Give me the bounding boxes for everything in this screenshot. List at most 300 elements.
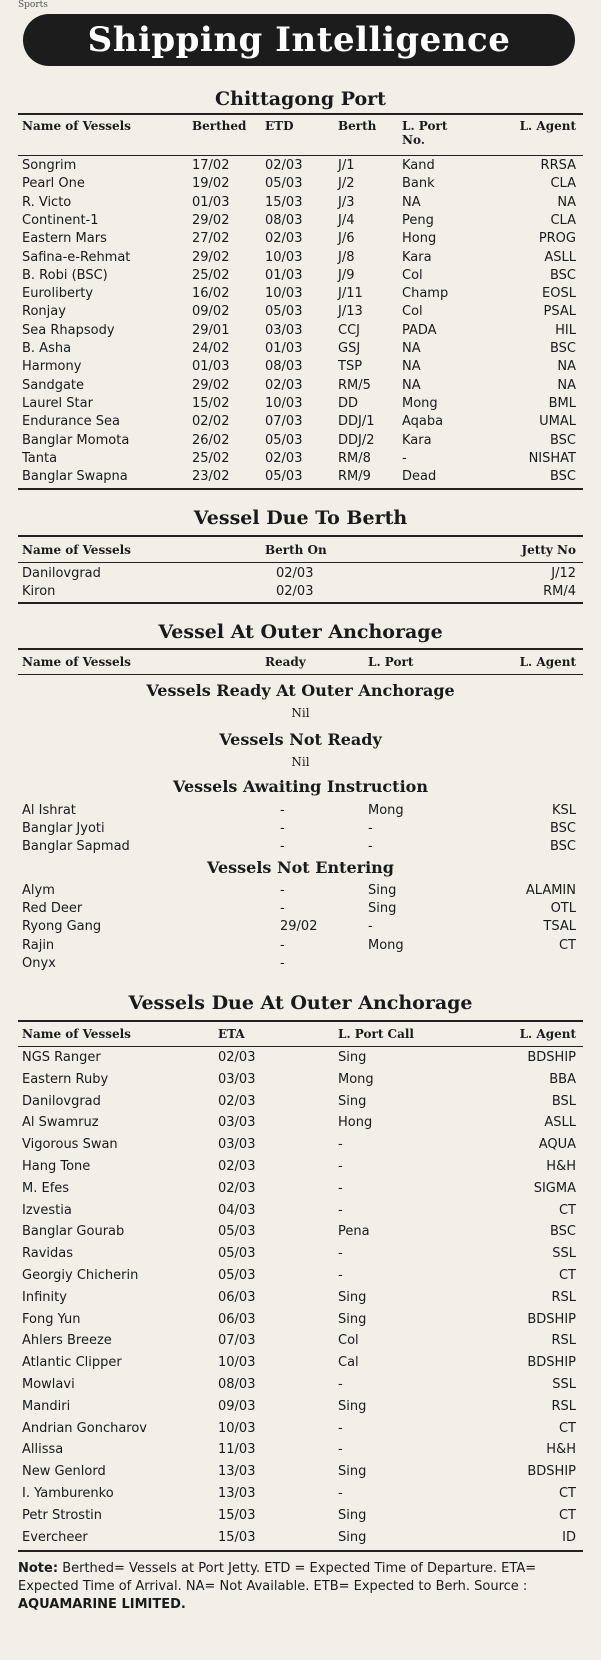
table-cell: 25/02 — [192, 267, 230, 283]
column-header: Berth On — [265, 543, 327, 557]
divider — [18, 648, 583, 650]
table-cell: CT — [558, 1268, 576, 1283]
table-cell: RM/8 — [338, 450, 371, 466]
table-cell: Eastern Ruby — [22, 1071, 109, 1087]
table-cell: 05/03 — [218, 1268, 256, 1283]
table-row — [18, 1137, 583, 1155]
table-cell: BDSHIP — [527, 1311, 576, 1327]
table-cell: BSC — [549, 821, 576, 837]
table-cell: 13/03 — [218, 1464, 256, 1480]
table-cell: Sing — [338, 1050, 367, 1065]
table-cell: ID — [562, 1529, 576, 1545]
table-cell: NA — [402, 194, 421, 210]
table-cell: Allissa — [22, 1442, 64, 1458]
top-strip: Sports — [18, 0, 48, 10]
table-row — [18, 1050, 583, 1068]
table-cell: 10/03 — [265, 286, 303, 302]
table-cell: Al Swamruz — [22, 1115, 99, 1131]
table-row — [18, 584, 583, 602]
table-cell: Onyx — [22, 955, 56, 971]
table-row — [18, 883, 583, 901]
table-cell: Mong — [338, 1071, 374, 1087]
table-cell: HIL — [555, 322, 576, 338]
table-cell: OTL — [550, 901, 576, 917]
not-ready-value: Nil — [291, 755, 310, 769]
table-cell: PADA — [402, 322, 437, 338]
table-cell: KSL — [551, 803, 576, 818]
table-cell: 02/03 — [276, 583, 314, 599]
table-cell: 02/03 — [218, 1180, 256, 1196]
table-cell: Endurance Sea — [22, 414, 120, 430]
due-to-berth-title: Vessel Due To Berth — [193, 507, 408, 529]
table-cell: RM/5 — [338, 377, 371, 393]
table-cell: 08/03 — [265, 212, 303, 228]
table-cell: CT — [558, 1507, 576, 1523]
table-cell: BML — [548, 395, 576, 411]
divider — [18, 488, 583, 490]
ready-value: Nil — [291, 706, 310, 720]
table-cell: Danilovgrad — [22, 566, 101, 581]
table-cell: 01/03 — [192, 194, 230, 210]
table-cell: Petr Strostin — [22, 1507, 103, 1523]
table-cell: 29/01 — [192, 322, 230, 338]
note-text: Berthed= Vessels at Port Jetty. ETD = Expected Time of Departure. ETA= Expected Time of Arrival. NA= Not Available. ETB= Expected to Berh. Source : — [18, 1561, 537, 1594]
table-cell: J/11 — [338, 286, 363, 302]
table-cell: CT — [558, 937, 576, 953]
table-row — [18, 433, 583, 451]
table-row — [18, 341, 583, 359]
table-cell: Pearl One — [22, 176, 85, 192]
table-cell: Ronjay — [22, 304, 66, 320]
table-cell: BSC — [549, 267, 576, 283]
table-cell: BSC — [549, 469, 576, 485]
table-cell: UMAL — [539, 414, 576, 430]
table-cell: Rajin — [22, 937, 55, 953]
table-cell: J/1 — [338, 158, 355, 173]
table-cell: Hong — [338, 1115, 373, 1131]
table-cell: - — [280, 937, 285, 953]
table-row — [18, 803, 583, 821]
chittagong-title: Chittagong Port — [215, 88, 386, 110]
column-header: L. Port Call — [338, 1027, 414, 1041]
table-cell: Fong Yun — [22, 1311, 81, 1327]
table-cell: BDSHIP — [527, 1050, 576, 1065]
column-header: Berthed — [192, 119, 247, 133]
table-cell: 05/03 — [265, 304, 303, 320]
table-cell: Peng — [402, 212, 434, 228]
column-header: L. Port No. — [402, 119, 448, 147]
column-header: L. Port — [368, 655, 414, 669]
table-cell: 29/02 — [192, 249, 230, 265]
table-cell: 02/02 — [192, 414, 230, 430]
column-header: Ready — [265, 655, 306, 669]
table-cell: J/12 — [551, 566, 576, 581]
table-cell: 01/03 — [192, 359, 230, 375]
table-cell: Danilovgrad — [22, 1093, 101, 1109]
table-cell: Bank — [402, 176, 435, 192]
not-entering-subtitle: Vessels Not Entering — [207, 858, 394, 877]
table-cell: 02/03 — [265, 377, 303, 393]
table-cell: 10/03 — [218, 1355, 256, 1371]
table-row — [18, 1312, 583, 1330]
table-row — [18, 1333, 583, 1351]
table-cell: 25/02 — [192, 450, 230, 466]
table-cell: CT — [558, 1486, 576, 1501]
table-cell: 05/03 — [265, 176, 303, 192]
table-cell: Vigorous Swan — [22, 1137, 118, 1153]
table-cell: 09/02 — [192, 304, 230, 320]
table-cell: - — [280, 901, 285, 917]
table-cell: CLA — [550, 176, 576, 192]
table-row — [18, 286, 583, 304]
table-cell: Hong — [402, 231, 437, 247]
table-cell: BSC — [549, 341, 576, 356]
table-cell: New Genlord — [22, 1464, 106, 1480]
table-cell: RM/4 — [543, 583, 576, 599]
table-row — [18, 1224, 583, 1242]
table-row — [18, 839, 583, 857]
divider — [18, 562, 583, 563]
table-row — [18, 1377, 583, 1395]
table-cell: CCJ — [338, 322, 360, 338]
table-cell: - — [280, 883, 285, 898]
table-row — [18, 821, 583, 839]
table-row — [18, 323, 583, 341]
table-cell: NISHAT — [528, 450, 576, 466]
table-cell: NGS Ranger — [22, 1050, 101, 1065]
column-header: Berth — [338, 119, 377, 133]
table-cell: 03/03 — [218, 1137, 256, 1153]
table-row — [18, 1486, 583, 1504]
table-row — [18, 195, 583, 213]
table-cell: Banglar Sapmad — [22, 839, 130, 855]
table-cell: BSC — [549, 1224, 576, 1240]
table-cell: 07/03 — [265, 414, 303, 430]
table-cell: - — [338, 1159, 343, 1174]
table-cell: BDSHIP — [527, 1355, 576, 1371]
table-cell: 02/03 — [265, 158, 303, 173]
table-cell: 15/03 — [265, 194, 303, 210]
table-row — [18, 304, 583, 322]
table-cell: Andrian Goncharov — [22, 1420, 148, 1436]
column-header: Name of Vessels — [22, 119, 131, 133]
table-row — [18, 938, 583, 956]
table-cell: 02/03 — [265, 450, 303, 466]
table-row — [18, 158, 583, 176]
table-row — [18, 414, 583, 432]
table-cell: Evercheer — [22, 1529, 88, 1545]
column-header: Name of Vessels — [22, 543, 131, 557]
table-cell: 06/03 — [218, 1289, 256, 1305]
table-row — [18, 1181, 583, 1199]
column-header: Name of Vessels — [22, 655, 131, 669]
table-cell: Banglar Swapna — [22, 469, 128, 485]
column-header: ETD — [265, 119, 294, 133]
table-row — [18, 1290, 583, 1308]
table-cell: 03/03 — [265, 322, 303, 338]
table-cell: RRSA — [540, 158, 576, 173]
table-cell: NA — [402, 359, 421, 375]
table-cell: 10/03 — [265, 249, 303, 265]
table-cell: J/13 — [338, 304, 363, 320]
table-cell: - — [338, 1442, 343, 1458]
divider — [18, 1020, 583, 1022]
table-cell: J/2 — [338, 176, 355, 192]
table-cell: 19/02 — [192, 176, 230, 192]
table-cell: RSL — [551, 1398, 576, 1414]
table-cell: 10/03 — [265, 395, 303, 411]
table-cell: Georgiy Chicherin — [22, 1268, 139, 1283]
table-cell: R. Victo — [22, 194, 72, 210]
table-cell: - — [338, 1486, 343, 1501]
table-cell: J/3 — [338, 194, 355, 210]
table-cell: 26/02 — [192, 432, 230, 448]
table-cell: Sandgate — [22, 377, 85, 393]
table-cell: Sing — [368, 901, 397, 917]
table-cell: Sing — [338, 1464, 367, 1480]
table-cell: 08/03 — [265, 359, 303, 375]
table-cell: 08/03 — [218, 1377, 256, 1392]
table-cell: Kara — [402, 432, 432, 448]
table-cell: RM/9 — [338, 469, 371, 485]
table-cell: Sing — [338, 1507, 367, 1523]
table-row — [18, 250, 583, 268]
table-cell: Izvestia — [22, 1202, 72, 1218]
column-header: L. Agent — [519, 119, 576, 133]
table-cell: GSJ — [338, 341, 361, 356]
table-cell: B. Robi (BSC) — [22, 267, 108, 283]
table-cell: SSL — [552, 1377, 576, 1392]
table-cell: TSAL — [543, 919, 576, 935]
table-cell: Sing — [338, 1529, 367, 1545]
table-row — [18, 1508, 583, 1526]
table-cell: Hang Tone — [22, 1159, 91, 1174]
table-row — [18, 1268, 583, 1286]
table-cell: 24/02 — [192, 341, 230, 356]
table-cell: - — [338, 1268, 343, 1283]
table-cell: DDJ/1 — [338, 414, 375, 430]
table-cell: - — [338, 1246, 343, 1262]
table-row — [18, 213, 583, 231]
divider — [18, 602, 583, 604]
table-cell: 05/03 — [218, 1246, 256, 1262]
table-cell: RSL — [551, 1289, 576, 1305]
table-cell: 16/02 — [192, 286, 230, 302]
table-cell: Ravidas — [22, 1246, 74, 1262]
table-cell: - — [338, 1420, 343, 1436]
table-cell: Banglar Momota — [22, 432, 130, 448]
table-cell: NA — [557, 194, 576, 210]
table-row — [18, 1203, 583, 1221]
awaiting-subtitle: Vessels Awaiting Instruction — [173, 777, 428, 796]
table-cell: Euroliberty — [22, 286, 94, 302]
table-cell: - — [368, 821, 373, 837]
table-cell: Sing — [338, 1289, 367, 1305]
table-cell: NA — [557, 359, 576, 375]
table-cell: 03/03 — [218, 1071, 256, 1087]
table-cell: BDSHIP — [527, 1464, 576, 1480]
table-cell: SSL — [552, 1246, 576, 1262]
table-row — [18, 919, 583, 937]
note-source: AQUAMARINE LIMITED. — [18, 1597, 186, 1612]
table-row — [18, 268, 583, 286]
table-cell: DD — [338, 395, 359, 411]
table-cell: Dead — [402, 469, 437, 485]
table-row — [18, 396, 583, 414]
table-row — [18, 1442, 583, 1460]
table-row — [18, 1159, 583, 1177]
table-cell: B. Asha — [22, 341, 72, 356]
due-outer-title: Vessels Due At Outer Anchorage — [128, 992, 473, 1014]
table-cell: Atlantic Clipper — [22, 1355, 122, 1371]
table-row — [18, 1115, 583, 1133]
table-cell: 17/02 — [192, 158, 230, 173]
table-cell: 11/03 — [218, 1442, 256, 1458]
column-header: Name of Vessels — [22, 1027, 131, 1041]
column-header: L. Agent — [519, 655, 576, 669]
column-header: L. Agent — [519, 1027, 576, 1041]
table-cell: - — [280, 839, 285, 855]
newspaper-column — [18, 0, 583, 1660]
table-cell: - — [368, 839, 373, 855]
table-cell: - — [280, 955, 285, 971]
table-row — [18, 566, 583, 584]
table-cell: NA — [402, 377, 421, 393]
table-cell: 05/03 — [218, 1224, 256, 1240]
table-cell: Ahlers Breeze — [22, 1333, 112, 1349]
table-cell: Kiron — [22, 583, 56, 599]
table-cell: Aqaba — [402, 414, 444, 430]
table-cell: BSL — [551, 1093, 576, 1109]
table-cell: Kara — [402, 249, 432, 265]
table-cell: TSP — [338, 359, 363, 375]
table-cell: Mowlavi — [22, 1377, 75, 1392]
table-cell: J/8 — [338, 249, 355, 265]
table-cell: Continent-1 — [22, 212, 99, 228]
table-cell: DDJ/2 — [338, 432, 375, 448]
table-cell: BSC — [549, 839, 576, 855]
table-cell: Alym — [22, 883, 55, 898]
table-cell: - — [280, 821, 285, 837]
table-cell: 03/03 — [218, 1115, 256, 1131]
table-cell: Pena — [338, 1224, 370, 1240]
table-cell: 05/03 — [265, 432, 303, 448]
table-cell: AQUA — [538, 1137, 576, 1153]
table-row — [18, 956, 583, 974]
table-cell: 29/02 — [280, 919, 318, 935]
table-cell: Mong — [368, 937, 404, 953]
table-cell: H&H — [546, 1159, 576, 1174]
table-cell: Banglar Jyoti — [22, 821, 105, 837]
table-cell: Ryong Gang — [22, 919, 102, 935]
divider — [18, 1046, 583, 1047]
table-row — [18, 1094, 583, 1112]
table-cell: Mandiri — [22, 1398, 71, 1414]
table-cell: 29/02 — [192, 377, 230, 393]
table-cell: Songrim — [22, 158, 77, 173]
table-cell: CT — [558, 1420, 576, 1436]
table-cell: Banglar Gourab — [22, 1224, 125, 1240]
table-row — [18, 378, 583, 396]
table-cell: 27/02 — [192, 231, 230, 247]
not-ready-subtitle: Vessels Not Ready — [219, 730, 382, 749]
divider — [18, 113, 583, 115]
table-cell: 02/03 — [218, 1159, 256, 1174]
table-row — [18, 1399, 583, 1417]
table-row — [18, 1246, 583, 1264]
table-cell: Mong — [368, 803, 404, 818]
table-row — [18, 176, 583, 194]
table-cell: Safina-e-Rehmat — [22, 249, 131, 265]
table-cell: Infinity — [22, 1289, 67, 1305]
table-row — [18, 469, 583, 487]
table-cell: Sing — [338, 1311, 367, 1327]
table-cell: 02/03 — [265, 231, 303, 247]
divider — [18, 535, 583, 537]
table-cell: Col — [402, 267, 423, 283]
table-cell: I. Yamburenko — [22, 1486, 114, 1501]
divider — [18, 1550, 583, 1552]
table-cell: Mong — [402, 395, 438, 411]
table-cell: 15/03 — [218, 1507, 256, 1523]
table-cell: Col — [402, 304, 423, 320]
table-cell: Harmony — [22, 359, 82, 375]
table-row — [18, 901, 583, 919]
table-cell: 29/02 — [192, 212, 230, 228]
table-cell: CT — [558, 1202, 576, 1218]
table-cell: Al Ishrat — [22, 803, 76, 818]
table-row — [18, 359, 583, 377]
table-row — [18, 451, 583, 469]
column-header: Jetty No — [521, 543, 576, 557]
table-cell: 01/03 — [265, 267, 303, 283]
table-cell: - — [368, 919, 373, 935]
table-row — [18, 1072, 583, 1090]
table-cell: RSL — [551, 1333, 576, 1349]
table-cell: BBA — [549, 1071, 576, 1087]
table-cell: ASLL — [544, 1115, 576, 1131]
table-cell: Cal — [338, 1355, 359, 1371]
table-cell: PROG — [538, 231, 576, 247]
table-cell: NA — [557, 377, 576, 393]
outer-anchorage-title: Vessel At Outer Anchorage — [158, 621, 443, 643]
table-cell: 02/03 — [276, 566, 314, 581]
table-cell: CLA — [550, 212, 576, 228]
table-cell: 13/03 — [218, 1486, 256, 1501]
table-cell: SIGMA — [533, 1180, 576, 1196]
divider — [18, 674, 583, 675]
table-cell: M. Efes — [22, 1180, 70, 1196]
column-header: ETA — [218, 1027, 245, 1041]
table-cell: Sing — [338, 1398, 367, 1414]
table-row — [18, 1530, 583, 1548]
table-cell: Sing — [338, 1093, 367, 1109]
table-cell: ASLL — [544, 249, 576, 265]
ready-subtitle: Vessels Ready At Outer Anchorage — [146, 681, 455, 700]
table-cell: Sing — [368, 883, 397, 898]
table-cell: 01/03 — [265, 341, 303, 356]
table-cell: 02/03 — [218, 1050, 256, 1065]
table-row — [18, 231, 583, 249]
table-cell: - — [280, 803, 285, 818]
table-cell: 05/03 — [265, 469, 303, 485]
table-row — [18, 1355, 583, 1373]
table-cell: Col — [338, 1333, 359, 1349]
table-cell: - — [338, 1180, 343, 1196]
table-cell: 10/03 — [218, 1420, 256, 1436]
footnote — [18, 1560, 583, 1614]
table-cell: Tanta — [22, 450, 58, 466]
